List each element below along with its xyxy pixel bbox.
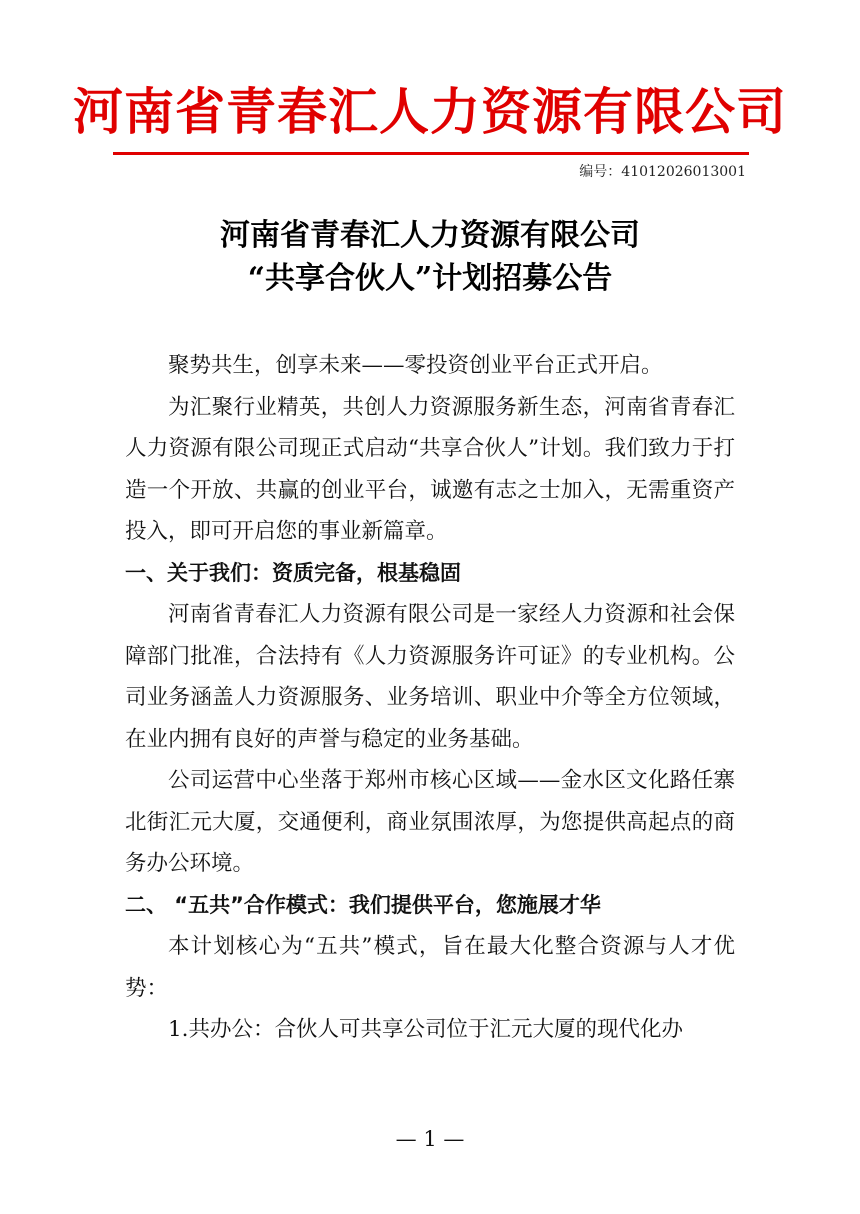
section-heading-about-us: 一、关于我们：资质完备，根基稳固 <box>125 560 461 585</box>
paragraph-office-location: 公司运营中心坐落于郑州市核心区域——金水区文化路任寨北街汇元大厦，交通便利，商业氛围浓厚，为您提供高起点的商务办公环境。 <box>125 768 735 876</box>
paragraph-intro: 聚势共生，创享未来——零投资创业平台正式开启。 <box>168 353 663 378</box>
document-body <box>125 345 735 1051</box>
letterhead-company-name: 河南省青春汇人力资源有限公司 <box>73 82 787 141</box>
document-title-line-1: 河南省青春汇人力资源有限公司 <box>220 218 640 253</box>
section-heading-cooperation-model: 二、 “五共”合作模式：我们提供平台，您施展才华 <box>125 892 601 917</box>
paragraph-model-intro: 本计划核心为“五共”模式，旨在最大化整合资源与人才优势： <box>125 934 735 1001</box>
document-title-line-2: “共享合伙人”计划招募公告 <box>247 261 613 296</box>
list-item-shared-office: 1.共办公：合伙人可共享公司位于汇元大厦的现代化办 <box>168 1017 684 1042</box>
document-number: 编号：41012026013001 <box>579 164 746 180</box>
letterhead-red-rule <box>113 152 749 155</box>
page-number: — 1 — <box>395 1127 465 1151</box>
paragraph-company-profile: 河南省青春汇人力资源有限公司是一家经人力资源和社会保障部门批准，合法持有《人力资源服务许可证》的专业机构。公司业务涵盖人力资源服务、业务培训、职业中介等全方位领域，在业内拥有良好的声誉与稳定的业务基础。 <box>125 602 735 752</box>
paragraph-launch: 为汇聚行业精英，共创人力资源服务新生态，河南省青春汇人力资源有限公司现正式启动“共享合伙人”计划。我们致力于打造一个开放、共赢的创业平台，诚邀有志之士加入，无需重资产投入，即可开启您的事业新篇章。 <box>125 394 735 544</box>
